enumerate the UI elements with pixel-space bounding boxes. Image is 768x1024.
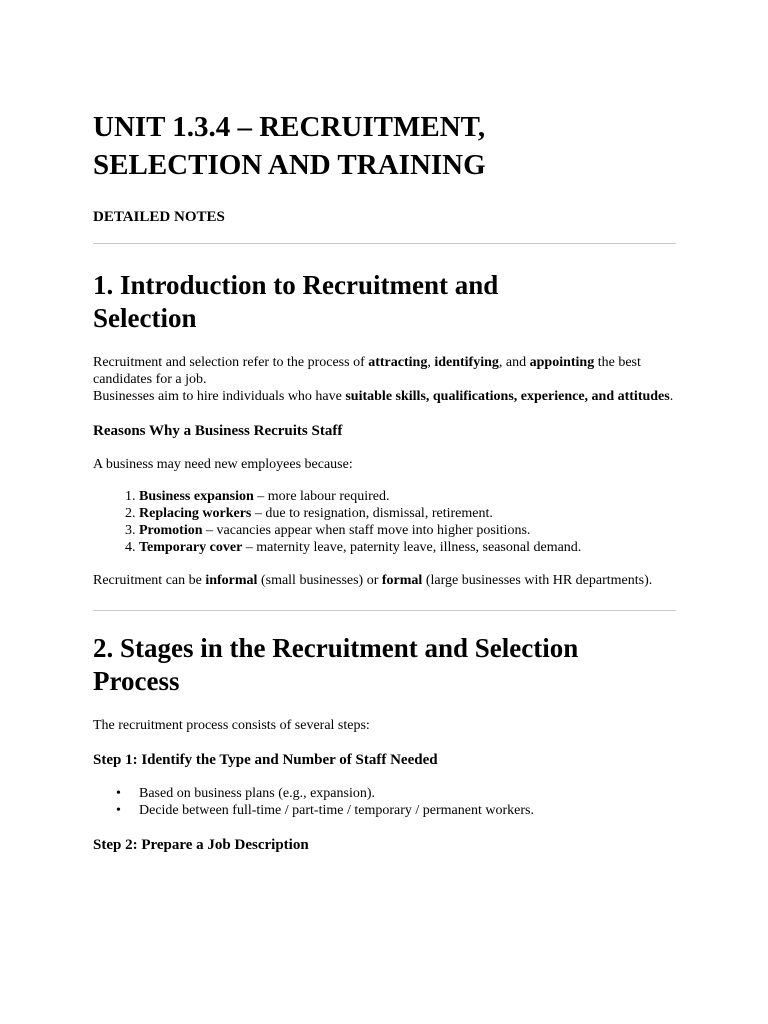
text-run: , xyxy=(427,355,435,370)
list-item-term: Temporary cover xyxy=(139,540,243,555)
document-title-line-1: UNIT 1.3.4 – RECRUITMENT, xyxy=(93,111,486,143)
bold-text: informal xyxy=(205,573,258,588)
document-title-line-2: SELECTION AND TRAINING xyxy=(93,149,486,181)
reasons-intro: A business may need new employees because: xyxy=(93,457,353,472)
list-item-text: – due to resignation, dismissal, retirement. xyxy=(251,506,493,521)
list-item-text: Decide between full-time / part-time / temporary / permanent workers. xyxy=(139,803,534,818)
bold-text: formal xyxy=(381,573,423,588)
list-item xyxy=(116,785,676,802)
section-2-intro-paragraph: The recruitment process consists of several steps: xyxy=(93,718,370,733)
text-run: (small businesses) or xyxy=(257,573,382,588)
list-item-text: Based on business plans (e.g., expansion). xyxy=(139,786,376,801)
bold-text: suitable skills, qualifications, experience, and attitudes xyxy=(345,389,670,404)
section-1-heading-line-2: Selection xyxy=(93,303,197,333)
informal-formal-paragraph xyxy=(93,572,676,589)
document-subtitle: DETAILED NOTES xyxy=(93,209,225,225)
list-item-text: – vacancies appear when staff move into higher positions. xyxy=(202,523,531,538)
section-1-heading-line-1: 1. Introduction to Recruitment and xyxy=(93,270,499,300)
list-item xyxy=(139,522,676,539)
section-divider xyxy=(93,243,676,244)
bold-text: attracting xyxy=(368,355,428,370)
section-2-heading-line-2: Process xyxy=(93,666,180,696)
text-run: Businesses aim to hire individuals who have xyxy=(93,389,346,404)
document-title xyxy=(93,108,676,184)
list-item xyxy=(116,802,676,819)
section-1-intro-paragraph xyxy=(93,354,676,405)
section-2-heading-line-1: 2. Stages in the Recruitment and Selection xyxy=(93,633,579,663)
list-item xyxy=(139,488,676,505)
step-1-list xyxy=(93,785,676,819)
list-item-term: Replacing workers xyxy=(139,506,252,521)
section-divider xyxy=(93,610,676,611)
bold-text: appointing xyxy=(529,355,595,370)
list-item xyxy=(139,505,676,522)
step-2-heading: Step 2: Prepare a Job Description xyxy=(93,837,309,853)
text-run: . xyxy=(669,389,674,404)
text-run: (large businesses with HR departments). xyxy=(422,573,653,588)
section-1-heading xyxy=(93,269,676,335)
bullet-icon: • xyxy=(116,803,121,818)
section-2-heading xyxy=(93,632,676,698)
text-run: Recruitment and selection refer to the process of xyxy=(93,355,369,370)
text-run: , and xyxy=(498,355,530,370)
list-item-term: Business expansion xyxy=(139,489,254,504)
list-item-term: Promotion xyxy=(139,523,203,538)
reasons-heading: Reasons Why a Business Recruits Staff xyxy=(93,423,343,439)
list-item-text: – more labour required. xyxy=(253,489,390,504)
reasons-list xyxy=(93,488,676,556)
bold-text: identifying xyxy=(434,355,499,370)
bullet-icon: • xyxy=(116,786,121,801)
list-item-text: – maternity leave, paternity leave, illness, seasonal demand. xyxy=(242,540,582,555)
text-run: Recruitment can be xyxy=(93,573,206,588)
step-1-heading: Step 1: Identify the Type and Number of Staff Needed xyxy=(93,752,438,768)
list-item xyxy=(139,539,676,556)
text-run: the best candidates for a job. xyxy=(93,355,641,387)
